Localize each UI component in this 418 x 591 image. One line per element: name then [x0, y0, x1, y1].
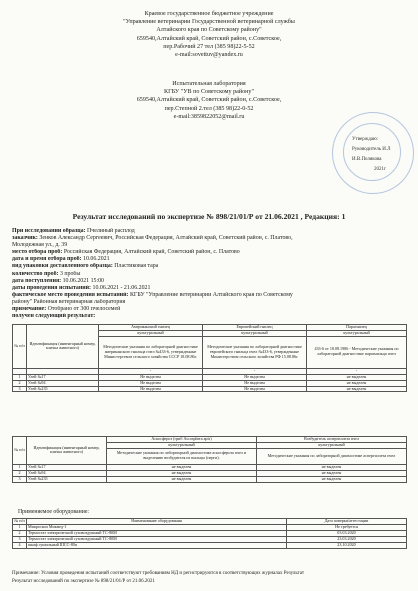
- lab-line-3: 659540,Алтайский край, Советский район, с.Советское,: [136, 97, 282, 104]
- lab-line-1: Испытательная лаборатория: [172, 81, 246, 87]
- table-row: 3 Улей №235 Не выделен Не выделен не выделен: [13, 386, 407, 392]
- eq-col-date: Дата поверки/аттестации: [287, 519, 407, 525]
- table-row: 3 Улей №235 не выделен не выделен: [13, 476, 407, 482]
- table-row: 2 Улей №94 Не выделен Не выделен не выделен: [13, 380, 407, 386]
- eq-col-name: Наименование оборудования: [27, 519, 287, 525]
- equipment-heading: Применяемое оборудование:: [18, 509, 90, 515]
- t1-sub-3: культуральный: [307, 330, 407, 336]
- t2-sub-2: культуральный: [257, 442, 407, 448]
- approval-block: [352, 136, 418, 173]
- t1-sub-2: культуральный: [203, 330, 307, 336]
- t2-method-1: Методические указания по лабораторной диагностике аскосфероза пчел и выделению возбудителя из пыльцы (перги).: [107, 448, 257, 464]
- org-email: e-mail:sovettuv@yandex.ru: [175, 52, 243, 59]
- org-header: [0, 10, 418, 59]
- info-note: примечание: Отобрано от 300 пчелосемей: [12, 306, 121, 313]
- approval-date: 2021г: [374, 167, 387, 172]
- t1-dash-2: -: [203, 368, 307, 374]
- lab-email: e-mail:3859822052@mail.ru: [173, 113, 245, 120]
- info-quantity: количество проб: 3 пробы: [12, 270, 81, 277]
- info-package: вид упаковки доставленного образца: Пластиковая тара: [12, 263, 159, 270]
- table-row: 1 Улей №17 Не выделен Не выделен не выделен: [13, 374, 407, 380]
- t1-dash-3: -: [307, 368, 407, 374]
- org-line-1: Краевое государственное бюджетное учреждение: [144, 11, 274, 17]
- info-lab-place: фактическое место проведения испытаний: КГБУ "Управление ветеринарии Алтайского края по Советскому: [12, 291, 293, 298]
- info-client-cont: Молодежная ул., д. 39: [12, 242, 68, 249]
- table-row: 1 Улей №17 не выделен не выделен: [13, 464, 407, 470]
- equipment-table: [12, 518, 407, 549]
- results-table-2: [12, 436, 407, 483]
- results-table-1: [12, 324, 407, 392]
- org-line-5: пер.Рабочий 27 тел (385 98)22-5-52: [163, 43, 255, 50]
- t1-method-2: Методические указания по лабораторной диагностике европейского гнильца пчел №433-6, утвержденные Министерством сельского хозяйства РФ 15.08.86г.: [203, 336, 307, 368]
- footer-ref: Результат исследований по экспертизе № 898/21/01/Р от 21.06.2021: [12, 579, 155, 584]
- info-object: При исследовании образца: Пчелиный расплод: [12, 228, 135, 234]
- table-row: 4 шкаф сушильный ШСС-80п 23.10.2020: [13, 542, 407, 548]
- t2-sub-1: культуральный: [107, 442, 257, 448]
- table-row: 2 Термостат электрический суховоздушный ТС-80М 03.03.2020: [13, 530, 407, 536]
- info-period: даты проведения испытаний: 10.06.2021 - 21.06.2021: [12, 284, 151, 291]
- t2-group-1: Аскосфероз (гриб Ascosphera apis): [107, 437, 257, 443]
- table-row: 2 Улей №94 не выделен не выделен: [13, 470, 407, 476]
- t1-dash-1: -: [99, 368, 203, 374]
- t2-method-2: Методические указания по лабораторной диагностике аспергиллеза пчел: [257, 448, 407, 464]
- t1-method-1: Методические указания по лабораторной диагностике американского гнильца пчел №433-6, утвержденные Министерством сельского хозяйства СССР 18.08.86г.: [99, 336, 203, 368]
- t1-method-3: 433-6 от 18.08.1986 - Методические указания по лабораторной диагностике парагнильца пчел: [307, 336, 407, 368]
- sample-info: [12, 228, 412, 320]
- info-sample-date: дата и время отбора проб: 10.06.2021: [12, 256, 110, 263]
- org-line-4: 659540,Алтайский край, Советский район, с.Советское,: [136, 35, 282, 42]
- page-title: Результат исследований по экспертизе № 898/21/01/Р от 21.06.2021 , Редакция: 1: [72, 212, 346, 221]
- info-results-label: получен следующий результат:: [12, 313, 96, 320]
- lab-line-2: КГБУ "УВ по Советскому району": [164, 89, 254, 96]
- org-line-2: "Управление ветеринарии Государственной ветеринарной службы: [123, 19, 295, 26]
- t2-col-num: № п/п: [13, 437, 27, 465]
- info-received: дата поступления: 10.06.2021 15:00: [12, 277, 105, 284]
- org-line-3: Алтайского края по Советскому району": [156, 27, 262, 34]
- t2-group-2: Возбудитель аспергиллеза пчел: [257, 437, 407, 443]
- t2-col-id: Идентификация (инвентарный номер, кличка животного): [27, 437, 107, 465]
- t1-col-id: Идентификация (инвентарный номер, кличка животного): [27, 325, 99, 369]
- table-row: 1 Микроскоп Микмед-1 Не требуется: [13, 524, 407, 530]
- t1-group-3: Парагнилец: [307, 325, 407, 331]
- info-client: заказчик: Зенков Александр Сергеевич, Российская Федерация, Алтайский край, Советский район, с. Платово,: [12, 235, 293, 242]
- lab-line-4: пер.Степной 2.тел (385 98)22-0-52: [164, 105, 254, 112]
- eq-col-num: № п/п: [14, 518, 25, 523]
- approval-head: Руководитель И.Л: [352, 147, 391, 152]
- t1-group-2: Европейский гнилец: [203, 325, 307, 331]
- approval-label: Утверждаю:: [352, 137, 379, 142]
- t1-sub-1: культуральный: [99, 330, 203, 336]
- info-lab-place-cont: району" Районная ветеринарная лаборатория: [12, 298, 126, 305]
- t1-group-1: Американский гнилец: [99, 325, 203, 331]
- info-place: место отбора проб: Российская Федерация, Алтайский край, Советский район, с. Платово: [12, 249, 240, 256]
- footer-note: Примечание: Условия проведения испытаний соответствуют требованиям НД и регистрируются в соответствующих журналах Результат: [12, 571, 305, 576]
- approval-signer: И.В.Полякова: [352, 157, 382, 162]
- t1-col-num: № п/п: [13, 325, 27, 369]
- table-row: 3 Термостат электрический суховоздушный ТС-80М 23.03.2020: [13, 536, 407, 542]
